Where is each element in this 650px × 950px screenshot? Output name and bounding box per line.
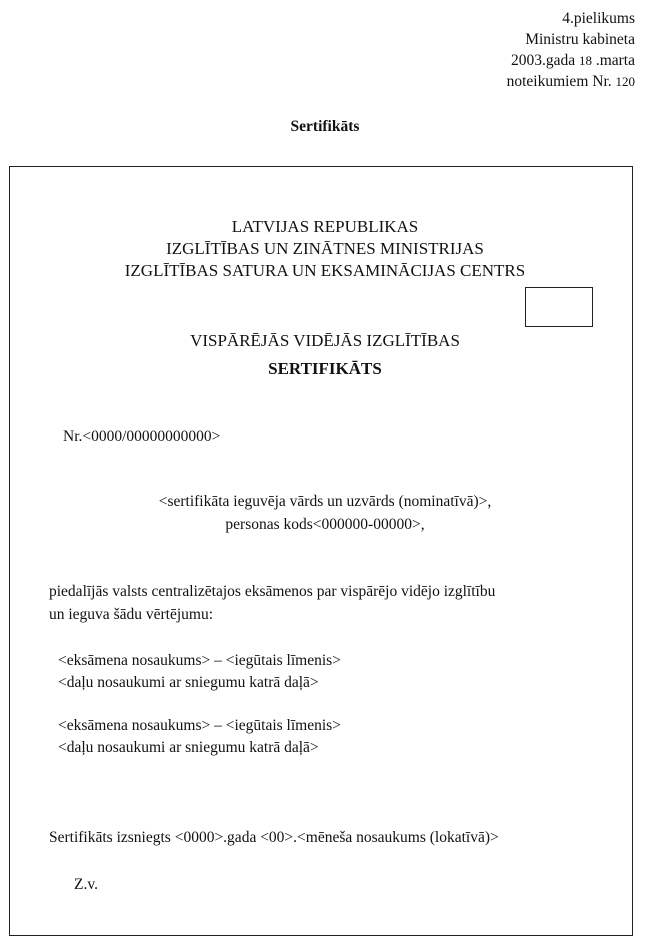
- annex-date-suffix: .marta: [591, 52, 635, 69]
- annex-regulation: [507, 71, 635, 92]
- annex-date: [507, 50, 635, 71]
- annex-issuer: Ministru kabineta: [525, 31, 635, 48]
- photo-box: [525, 287, 593, 327]
- exam-parts: <daļu nosaukumi ar sniegumu katrā daļā>: [58, 739, 319, 756]
- holder-name: <sertifikāta ieguvēja vārds un uzvārds (nominatīvā)>,: [158, 493, 492, 510]
- annex-date-day: 18: [578, 53, 592, 68]
- intro-line-1: piedalījās valsts centralizētajos eksāmenos par vispārējo vidējo izglītību: [49, 583, 496, 600]
- exam-title: <eksāmena nosaukums> – <iegūtais līmenis>: [58, 652, 341, 669]
- certificate-number: Nr.<0000/00000000000>: [63, 428, 221, 445]
- intro-line-2: un ieguva šādu vērtējumu:: [49, 606, 213, 623]
- annex-regulation-prefix: noteikumiem Nr.: [506, 73, 616, 90]
- issue-date: Sertifikāts izsniegts <0000>.gada <00>.<mēneša nosaukums (lokatīvā)>: [49, 829, 499, 846]
- annex-regulation-number: 120: [615, 74, 635, 89]
- seal-place: Z.v.: [74, 876, 98, 893]
- certificate-subtitle: VISPĀRĒJĀS VIDĒJĀS IZGLĪTĪBAS: [190, 331, 460, 350]
- annex-reference: [507, 8, 635, 92]
- exam-title: <eksāmena nosaukums> – <iegūtais līmenis>: [58, 717, 341, 734]
- annex-number: 4.pielikums: [562, 10, 635, 27]
- header-line-2: IZGLĪTĪBAS UN ZINĀTNES MINISTRIJAS: [166, 239, 484, 258]
- personal-code: personas kods<000000-00000>,: [225, 516, 425, 533]
- certificate-title: SERTIFIKĀTS: [268, 359, 382, 378]
- header-line-1: LATVIJAS REPUBLIKAS: [231, 217, 419, 236]
- page-heading: Sertifikāts: [290, 118, 360, 135]
- certificate-frame: [9, 166, 633, 936]
- annex-date-prefix: 2003.gada: [510, 52, 579, 69]
- exam-parts: <daļu nosaukumi ar sniegumu katrā daļā>: [58, 674, 319, 691]
- header-line-3: IZGLĪTĪBAS SATURA UN EKSAMINĀCIJAS CENTRS: [124, 261, 526, 280]
